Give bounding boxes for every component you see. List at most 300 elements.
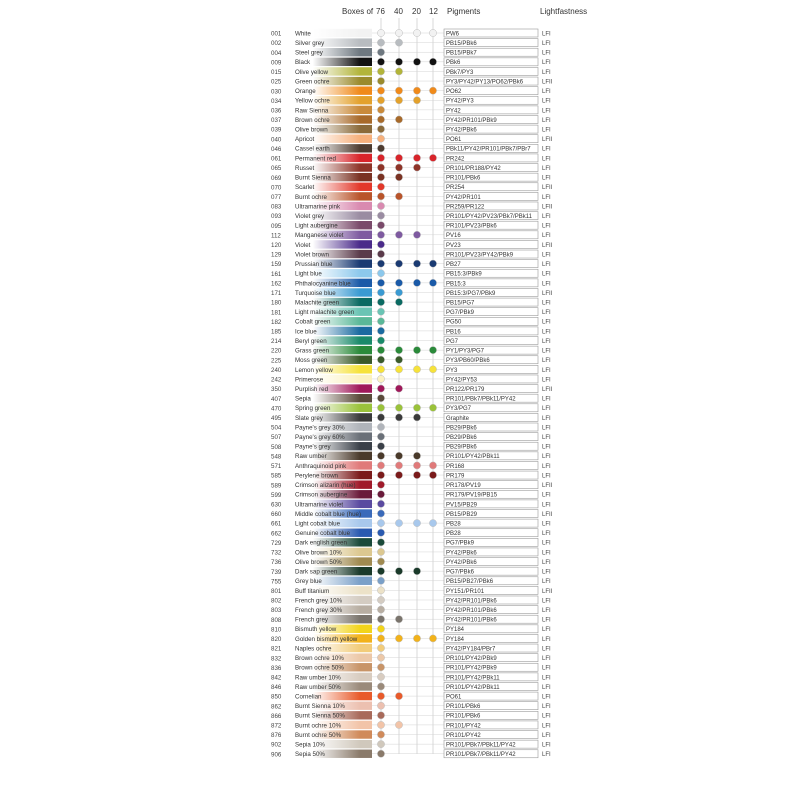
pigment-text: PY42/PY184/PBr7	[446, 646, 496, 653]
color-number: 095	[271, 222, 282, 230]
pigment-text: PR101/PY42/PBk11	[446, 675, 500, 682]
box-dot	[377, 577, 384, 584]
lightfastness-value: LFI	[542, 262, 551, 269]
pigment-text: PO61	[446, 694, 462, 701]
color-number: 906	[271, 751, 282, 759]
color-row	[271, 423, 551, 432]
pigment-text: PR101/PBk6	[446, 704, 481, 711]
color-row	[271, 298, 551, 307]
color-row	[271, 596, 551, 605]
color-name: French grey	[295, 616, 329, 624]
pigment-text: PY42/PR101/PBk6	[446, 598, 497, 605]
color-row	[271, 221, 551, 230]
box-dot	[377, 606, 384, 613]
box-dot	[413, 568, 420, 575]
box-dot	[395, 462, 402, 469]
box-dot	[395, 193, 402, 200]
box-dot	[413, 97, 420, 104]
pigment-text: PO61	[446, 137, 462, 144]
color-number: 470	[271, 405, 282, 413]
pigment-text: PG7/PBk9	[446, 540, 475, 547]
color-row	[271, 269, 551, 278]
lightfastness-value: LFI	[542, 675, 551, 682]
color-row	[271, 192, 551, 201]
color-number: 836	[271, 664, 282, 672]
lightfastness-value: LFI	[542, 50, 551, 57]
box-dot	[377, 289, 384, 296]
color-row	[271, 702, 551, 711]
lightfastness-value: LFI	[542, 348, 551, 355]
pigment-text: PB29/PBk6	[446, 435, 477, 442]
lightfastness-value: LFI	[542, 127, 551, 134]
color-number: 821	[271, 645, 282, 653]
color-number: 571	[271, 463, 282, 471]
color-row	[271, 750, 551, 759]
pigment-text: PR101/PY42/PBk11	[446, 454, 500, 461]
color-name: Cassel earth	[295, 145, 330, 153]
color-name: Light blue	[295, 270, 322, 278]
lightfastness-value: LFI	[542, 396, 551, 403]
color-number: 872	[271, 722, 282, 730]
lightfastness-value: LFI	[542, 656, 551, 663]
pigment-text: PY3/PG7	[446, 406, 472, 413]
color-name: Light malachite green	[295, 309, 355, 317]
color-row	[271, 384, 553, 393]
color-number: 220	[271, 347, 282, 355]
color-number: 350	[271, 386, 282, 394]
box-dot	[377, 462, 384, 469]
color-number: 585	[271, 472, 282, 480]
pigment-text: PG7/PBk9	[446, 310, 475, 317]
box-dot	[413, 414, 420, 421]
color-name: Apricot	[295, 136, 315, 144]
color-number: 803	[271, 607, 282, 615]
box-dot	[395, 471, 402, 478]
pigment-text: PY151/PR101	[446, 588, 485, 595]
color-number: 820	[271, 636, 282, 644]
box-dot	[377, 77, 384, 84]
box-dot	[377, 260, 384, 267]
lightfastness-value: LFI	[542, 406, 551, 413]
box-dot	[413, 452, 420, 459]
color-name: Raw umber 50%	[295, 683, 341, 691]
lightfastness-value: LFI	[542, 617, 551, 624]
box-dot	[377, 692, 384, 699]
box-dot	[377, 750, 384, 757]
pigment-text: PY3/PB60/PBk6	[446, 358, 490, 365]
color-name: Raw umber 10%	[295, 674, 341, 682]
color-name: Beryl green	[295, 337, 327, 345]
box-dot	[377, 97, 384, 104]
box-dot	[395, 616, 402, 623]
box-dot	[413, 404, 420, 411]
pigment-text: PB15/PBk6	[446, 41, 477, 48]
lightfastness-value: LFI	[542, 425, 551, 432]
lightfastness-value: LFI	[542, 492, 551, 499]
pigment-box	[444, 337, 538, 345]
lightfastness-value: LFI	[542, 271, 551, 278]
box-dot	[377, 481, 384, 488]
pigment-text: PR101/PV23/PY42/PBk9	[446, 252, 514, 259]
pigment-text: PY42/PBk6	[446, 127, 477, 134]
box-dot	[395, 568, 402, 575]
box-dot	[377, 568, 384, 575]
lightfastness-value: LFI	[542, 627, 551, 634]
box-dot	[413, 260, 420, 267]
color-number: 046	[271, 145, 282, 153]
lightfastness-value: LFI	[542, 252, 551, 259]
box-dot	[377, 635, 384, 642]
box-dot	[413, 635, 420, 642]
color-row	[271, 115, 551, 124]
box-dot	[395, 356, 402, 363]
color-row	[271, 413, 551, 422]
color-name: Golden bismuth yellow	[295, 635, 358, 643]
color-name: Ultramarine pink	[295, 203, 341, 211]
color-number: 171	[271, 290, 282, 298]
lightfastness-value: LFII	[542, 204, 553, 211]
box-dot	[395, 347, 402, 354]
pigment-text: PY42/PY3	[446, 98, 474, 105]
color-row	[271, 653, 551, 662]
box-dot	[429, 520, 436, 527]
lightfastness-value: LFI	[542, 213, 551, 220]
color-name: Grass green	[295, 347, 330, 355]
box-dot	[413, 366, 420, 373]
color-name: Payne's grey 30%	[295, 424, 345, 432]
color-number: 093	[271, 213, 282, 221]
box-dot	[377, 145, 384, 152]
color-row	[271, 548, 551, 557]
box-dot	[377, 712, 384, 719]
pigment-text: PY42/PR101/PBk9	[446, 117, 497, 124]
color-row	[271, 634, 551, 643]
box-dot	[395, 414, 402, 421]
color-row	[271, 663, 551, 672]
box-dot	[377, 202, 384, 209]
pigment-text: PR101/PBk7/PBk11/PY42	[446, 752, 516, 759]
pigment-text: PR254	[446, 185, 465, 192]
box-dot	[377, 347, 384, 354]
box-dot	[395, 68, 402, 75]
box-size-76-header: 76	[376, 7, 385, 16]
pigment-text: PB16	[446, 329, 461, 336]
lightfastness-value: LFI	[542, 646, 551, 653]
color-row	[271, 625, 551, 634]
color-row	[271, 577, 551, 586]
box-dot	[429, 635, 436, 642]
lightfastness-value: LFI	[542, 175, 551, 182]
box-dot	[377, 270, 384, 277]
color-row	[271, 682, 551, 691]
box-dot	[377, 279, 384, 286]
color-row	[271, 163, 551, 172]
color-name: White	[295, 30, 311, 38]
color-row	[271, 490, 551, 499]
pigment-text: PR101/PBk6	[446, 713, 481, 720]
box-dot	[395, 29, 402, 36]
pigment-text: PR101/PBk7/PBk11/PY42	[446, 396, 516, 403]
lightfastness-value: LFI	[542, 281, 551, 288]
lightfastness-value: LFI	[542, 98, 551, 105]
box-dot	[429, 29, 436, 36]
color-row	[271, 538, 551, 547]
color-row	[271, 557, 551, 566]
color-row	[271, 58, 551, 67]
color-row	[271, 173, 551, 182]
color-name: Brown ochre 50%	[295, 664, 344, 672]
color-name: Cobalt green	[295, 318, 331, 326]
color-row	[271, 96, 551, 105]
color-row	[271, 279, 551, 288]
color-name: Burnt ochre 10%	[295, 722, 342, 730]
lightfastness-value: LFI	[542, 223, 551, 230]
pigment-text: PG50	[446, 319, 462, 326]
box-dot	[429, 260, 436, 267]
lightfastness-value: LFI	[542, 358, 551, 365]
color-row	[271, 432, 551, 441]
color-row	[271, 404, 551, 413]
box-dot	[395, 87, 402, 94]
pigment-text: PY42/PY53	[446, 377, 478, 384]
box-dot	[377, 491, 384, 498]
lightfastness-value: LFI	[542, 444, 551, 451]
lightfastness-value: LFI	[542, 338, 551, 345]
lightfastness-value: LFI	[542, 704, 551, 711]
color-row	[271, 605, 551, 614]
box-dot	[395, 366, 402, 373]
color-name: Middle cobalt blue (hue)	[295, 510, 362, 518]
pigment-text: PY184	[446, 636, 465, 643]
lightfastness-value: LFI	[542, 463, 551, 470]
pigment-text: PR101/PY42	[446, 723, 481, 730]
lightfastness-value: LFI	[542, 713, 551, 720]
color-name: Dark sap green	[295, 568, 338, 576]
color-number: 182	[271, 318, 282, 326]
pigment-text: PG7/PBk6	[446, 569, 475, 576]
lightfastness-value: LFI	[542, 69, 551, 76]
box-dot	[377, 587, 384, 594]
color-name: Steel grey	[295, 49, 323, 57]
box-dot	[395, 692, 402, 699]
color-row	[271, 183, 553, 192]
color-row	[271, 77, 553, 86]
lightfastness-value: LFII	[542, 386, 553, 393]
box-dot	[429, 154, 436, 161]
lightfastness-value: LFI	[542, 31, 551, 38]
color-row	[271, 135, 553, 144]
pigment-text: PY1/PY3/PG7	[446, 348, 485, 355]
box-dot	[377, 250, 384, 257]
box-dot	[377, 231, 384, 238]
color-row	[271, 38, 551, 47]
pigment-text: PY42/PR101/PBk6	[446, 608, 497, 614]
pigment-text: PR101/PY42/PBk9	[446, 665, 497, 672]
lightfastness-value: LFI	[542, 146, 551, 153]
color-number: 015	[271, 69, 282, 77]
color-number: 061	[271, 155, 282, 163]
box-dot	[377, 298, 384, 305]
color-number: 755	[271, 578, 282, 586]
lightfastness-value: LFI	[542, 732, 551, 739]
color-name: Russet	[295, 164, 315, 172]
lightfastness-value: LFI	[542, 473, 551, 480]
box-dot	[377, 414, 384, 421]
lightfastness-value: LFI	[542, 233, 551, 240]
color-number: 902	[271, 741, 282, 749]
box-dot	[429, 366, 436, 373]
box-dot	[377, 154, 384, 161]
box-dot	[429, 347, 436, 354]
pigment-text: PY42/PBk6	[446, 550, 477, 557]
color-name: Scarlet	[295, 184, 315, 192]
color-number: 129	[271, 251, 282, 259]
lightfastness-value: LFI	[542, 752, 551, 759]
color-name: Black	[295, 59, 311, 67]
pigment-text: PB15:3/PG7/PBk9	[446, 290, 496, 297]
color-row	[271, 615, 551, 624]
box-dot	[377, 471, 384, 478]
color-number: 548	[271, 453, 282, 461]
color-number: 240	[271, 366, 282, 374]
box-dot	[377, 423, 384, 430]
color-number: 040	[271, 136, 282, 144]
lightfastness-value: LFI	[542, 665, 551, 672]
color-number: 507	[271, 434, 282, 442]
box-dot	[395, 164, 402, 171]
color-name: Burnt Sienna	[295, 174, 331, 182]
color-row	[271, 250, 551, 259]
color-name: Silver grey	[295, 40, 325, 48]
pigment-text: PV15/PB29	[446, 502, 478, 509]
lightfastness-value: LFII	[542, 483, 553, 490]
pigment-text: PBk11/PY42/PR101/PBk7/PBr7	[446, 146, 531, 153]
box-dot	[377, 375, 384, 382]
color-row	[271, 356, 551, 365]
box-dot	[377, 193, 384, 200]
lightfastness-value: LFI	[542, 377, 551, 384]
color-number: 214	[271, 338, 282, 346]
color-number: 159	[271, 261, 282, 269]
pigment-text: PY3	[446, 367, 458, 374]
color-name: Perylene brown	[295, 472, 338, 480]
lightfastness-value: LFI	[542, 60, 551, 67]
color-number: 876	[271, 732, 282, 740]
color-number: 225	[271, 357, 282, 365]
color-name: Genuine cobalt blue	[295, 530, 351, 538]
lightfastness-value: LFI	[542, 415, 551, 422]
box-dot	[377, 366, 384, 373]
color-row	[271, 336, 551, 345]
pigment-text: PB15:3	[446, 281, 466, 288]
box-dot	[377, 222, 384, 229]
color-row	[271, 154, 551, 163]
box-dot	[377, 616, 384, 623]
box-dot	[377, 683, 384, 690]
color-name: Sepia	[295, 395, 311, 403]
color-number: 161	[271, 270, 282, 278]
box-dot	[395, 298, 402, 305]
lightfastness-value: LFI	[542, 117, 551, 124]
box-dot	[429, 279, 436, 286]
box-dot	[395, 58, 402, 65]
lightfastness-value: LFI	[542, 329, 551, 336]
color-number: 039	[271, 126, 282, 134]
box-dot	[377, 29, 384, 36]
color-name: Sepia 10%	[295, 741, 325, 749]
box-dot	[377, 39, 384, 46]
color-name: Phthalocyanine blue	[295, 280, 351, 288]
color-number: 030	[271, 88, 282, 96]
color-number: 002	[271, 40, 282, 48]
box-dot	[377, 395, 384, 402]
color-row	[271, 86, 551, 95]
box-dot	[395, 721, 402, 728]
box-dot	[377, 510, 384, 517]
lightfastness-value: LFI	[542, 598, 551, 605]
box-dot	[377, 308, 384, 315]
color-row	[271, 452, 551, 461]
pigment-text: PR101/PV23/PBk6	[446, 223, 497, 230]
color-name: Dark english green	[295, 539, 347, 547]
color-name: Lemon yellow	[295, 366, 333, 374]
lightfastness-value: LFI	[542, 300, 551, 307]
color-row	[271, 721, 551, 730]
box-dot	[377, 558, 384, 565]
color-name: Purplish red	[295, 385, 329, 393]
color-number: 036	[271, 107, 282, 115]
lightfastness-value: LFI	[542, 435, 551, 442]
color-row	[271, 327, 551, 336]
lightfastness-value: LFI	[542, 579, 551, 586]
color-name: Manganese violet	[295, 232, 344, 240]
color-row	[271, 202, 553, 211]
pigment-text: PR259/PR122	[446, 204, 485, 211]
lightfastness-value: LFII	[542, 242, 553, 249]
color-number: 802	[271, 597, 282, 605]
color-number: 630	[271, 501, 282, 509]
box-dot	[377, 126, 384, 133]
pigment-text: PV16	[446, 233, 461, 240]
color-name: Brown ochre	[295, 116, 330, 124]
box-dot	[395, 404, 402, 411]
box-dot	[377, 87, 384, 94]
color-row	[271, 375, 551, 384]
box-dot	[377, 452, 384, 459]
color-number: 242	[271, 376, 282, 384]
color-number: 866	[271, 712, 282, 720]
color-name: Permanent red	[295, 155, 336, 163]
box-dot	[413, 347, 420, 354]
boxes-of-header: Boxes of	[342, 7, 374, 16]
color-name: Green ochre	[295, 78, 330, 86]
color-name: Burnt ochre 50%	[295, 731, 342, 739]
box-dot	[395, 154, 402, 161]
color-row	[271, 711, 551, 720]
color-name: Olive brown	[295, 126, 328, 134]
box-dot	[377, 702, 384, 709]
color-name: Olive yellow	[295, 68, 329, 76]
color-row	[271, 288, 553, 297]
color-name: Olive brown 50%	[295, 558, 342, 566]
lightfastness-value: LFI	[542, 608, 551, 614]
lightfastness-value: LFI	[542, 723, 551, 730]
color-row	[271, 365, 551, 374]
lightfastness-value: LFII	[542, 185, 553, 192]
lightfastness-header: Lightfastness	[540, 7, 588, 16]
color-name: French grey 30%	[295, 607, 343, 614]
color-row	[271, 125, 551, 134]
